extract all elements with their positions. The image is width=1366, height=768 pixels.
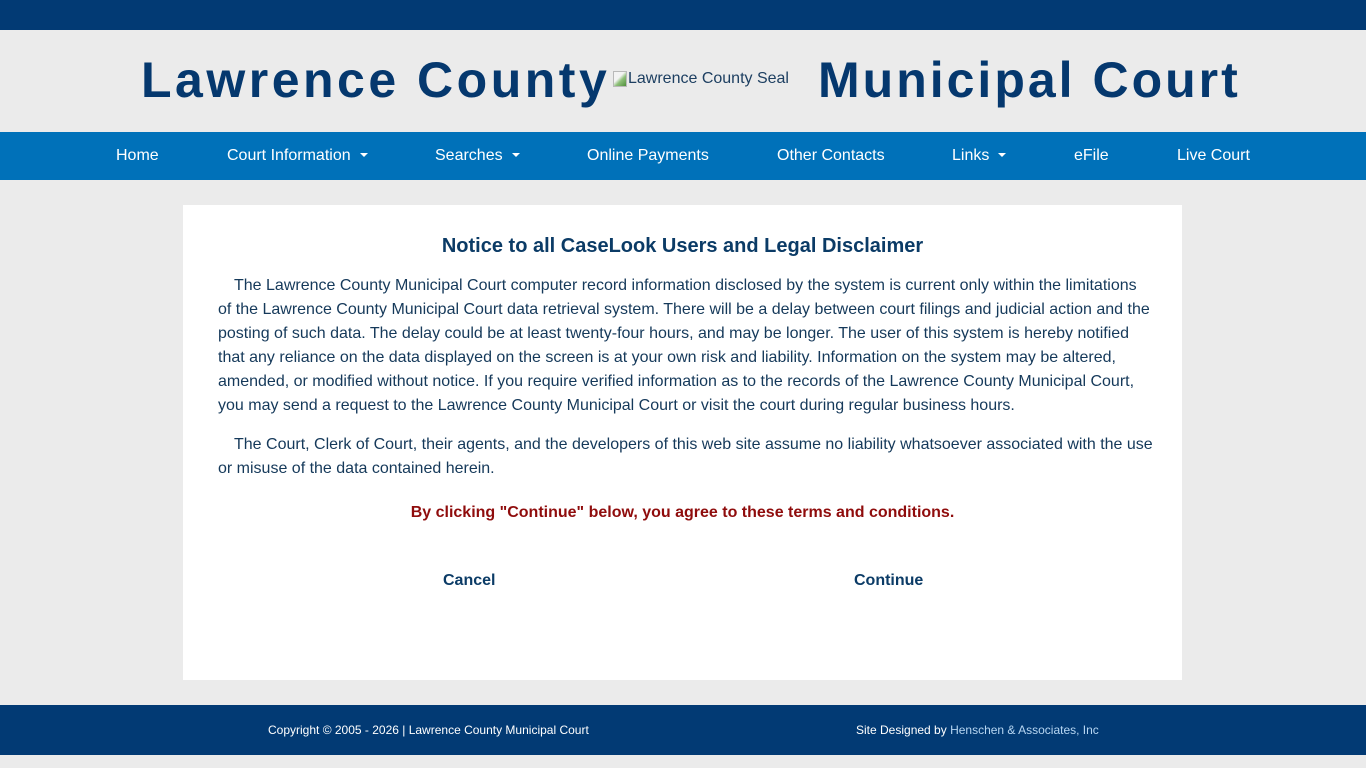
- main-nav: [0, 132, 1366, 180]
- site-title-county: Lawrence County: [141, 52, 611, 108]
- nav-links[interactable]: [952, 132, 1006, 180]
- nav-online-payments[interactable]: [587, 132, 709, 180]
- nav-other-contacts[interactable]: [777, 132, 885, 180]
- nav-online-payments-label: Online Payments: [587, 147, 709, 164]
- nav-court-information-label: Court Information: [227, 147, 351, 164]
- caret-down-icon: [512, 153, 520, 157]
- site-footer: [0, 705, 1366, 755]
- caret-down-icon: [360, 153, 368, 157]
- disclaimer-card: [183, 205, 1182, 680]
- site-designed-by: [856, 723, 1099, 737]
- disclaimer-paragraph-1: [218, 274, 1153, 418]
- nav-home[interactable]: [116, 132, 159, 180]
- continue-button[interactable]: Continue: [854, 572, 924, 589]
- copyright-text: Copyright © 2005 - 2026 | Lawrence County Municipal Court: [268, 723, 589, 737]
- nav-home-label: Home: [116, 147, 159, 164]
- site-title-court: Municipal Court: [818, 52, 1241, 108]
- caret-down-icon: [998, 153, 1006, 157]
- nav-searches-label: Searches: [435, 147, 503, 164]
- nav-efile[interactable]: [1074, 132, 1109, 180]
- nav-court-information[interactable]: [227, 132, 368, 180]
- nav-searches[interactable]: [435, 132, 520, 180]
- seal-alt-text: Lawrence County Seal: [628, 70, 789, 87]
- notice-title: Notice to all CaseLook Users and Legal Disclaimer: [441, 235, 924, 257]
- cancel-button[interactable]: Cancel: [443, 572, 496, 589]
- designer-link[interactable]: Henschen & Associates, Inc: [950, 723, 1099, 737]
- nav-live-court-label: Live Court: [1177, 147, 1250, 164]
- disclaimer-paragraph-1-text: The Lawrence County Municipal Court computer record information disclosed by the system is current only within the limitations of the Lawrence County Municipal Court data retrieval system. There will be a delay between court filings and judicial action and the posting of such data. The delay could be at least twenty-four hours, and may be longer. The user of this system is hereby notified that any reliance on the data displayed on the screen is at your own risk and liability. Information on the system may be altered, amended, or modified without notice. If you require verified information as to the records of the Lawrence County Municipal Court, you may send a request to the Lawrence County Municipal Court or visit the court during regular business hours.: [218, 277, 1150, 414]
- disclaimer-paragraph-2-text: The Court, Clerk of Court, their agents, and the developers of this web site assume no liability whatsoever associated with the use or misuse of the data contained herein.: [218, 436, 1153, 477]
- broken-image-icon: [613, 71, 627, 87]
- disclaimer-paragraph-2: [218, 433, 1153, 481]
- top-bar: [0, 0, 1366, 30]
- county-seal-image: [613, 70, 789, 88]
- designed-by-prefix: Site Designed by: [856, 723, 951, 737]
- site-header: [0, 30, 1366, 132]
- nav-other-contacts-label: Other Contacts: [777, 147, 885, 164]
- nav-links-label: Links: [952, 147, 990, 164]
- nav-efile-label: eFile: [1074, 147, 1109, 164]
- agreement-notice: By clicking "Continue" below, you agree to these terms and conditions.: [410, 504, 955, 521]
- nav-live-court[interactable]: [1177, 132, 1250, 180]
